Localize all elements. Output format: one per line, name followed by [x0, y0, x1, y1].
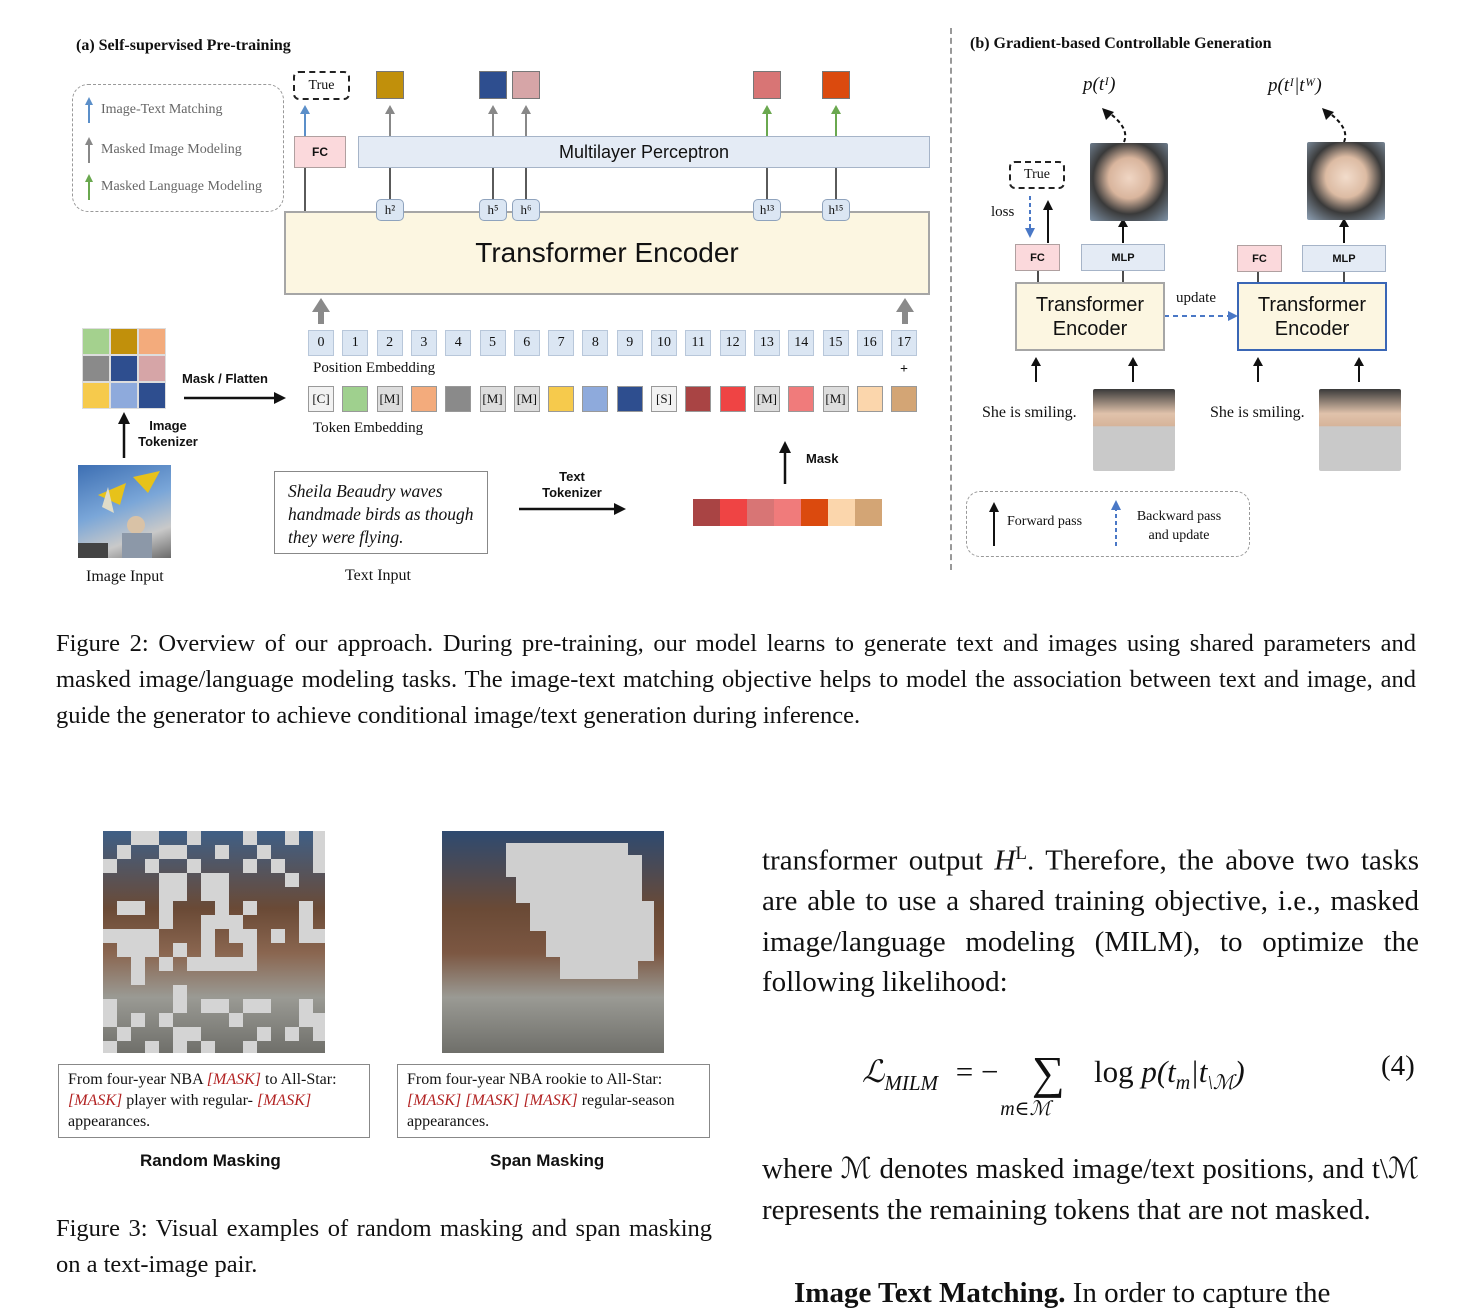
token-embedding [788, 386, 814, 412]
position-token: 8 [582, 330, 608, 356]
mask-token: [MASK] [MASK] [MASK] [407, 1092, 578, 1109]
random-masking-image [103, 831, 325, 1053]
generated-face-right [1307, 142, 1385, 220]
token-embedding-label: Token Embedding [313, 420, 424, 436]
paragraph-where: where ℳ denotes masked image/text positions, and t\ℳ represents the remaining tokens that are not masked. [762, 1153, 1419, 1226]
caption-fragment: player with regular- [122, 1092, 257, 1109]
token-embedding [411, 386, 437, 412]
position-token: 14 [788, 330, 814, 356]
token-embedding: [M] [514, 386, 540, 412]
hidden-state-h15: h¹⁵ [822, 199, 850, 221]
loss-label: loss [991, 204, 1015, 220]
mask-token: [MASK] [206, 1071, 261, 1088]
legend-label-mlm: Masked Language Modeling [101, 179, 262, 194]
position-token: 17 [891, 330, 917, 356]
span-mask-pattern [442, 831, 664, 1053]
position-token: 9 [617, 330, 643, 356]
forward-arrow-icon [989, 502, 999, 546]
backward-pass-label: Backward pass and update [1136, 509, 1222, 543]
text-token-cell [774, 499, 801, 526]
token-embedding [582, 386, 608, 412]
transformer-encoder-right: Transformer Encoder [1237, 282, 1387, 351]
panel-divider [950, 28, 952, 570]
fc-head-right: FC [1237, 245, 1282, 272]
prob-right: p(tᴵ|tᵂ) [1268, 75, 1322, 96]
caption-fragment: From four-year NBA rookie to All-Star: [407, 1071, 663, 1088]
var-h-sup: L [1015, 843, 1027, 864]
para1-end: . Therefore, the above two tasks are able to use a shared training objective, i.e., masked image/language modeling (MILM), to optimize the following likelihood: [762, 844, 1420, 999]
image-token-cell [82, 328, 110, 355]
mask-token: [MASK] [256, 1092, 312, 1109]
mask-token: [MASK] [68, 1092, 123, 1109]
image-token-cell [110, 355, 138, 382]
paragraph-itm [794, 1273, 1419, 1314]
image-token-grid [82, 328, 166, 410]
token-embedding [342, 386, 368, 412]
token-embedding [685, 386, 711, 412]
random-masking-title: Random Masking [140, 1151, 281, 1170]
text-token-cell [828, 499, 855, 526]
token-embedding: [M] [377, 386, 403, 412]
birds-photo-icon [78, 465, 171, 558]
token-embedding: [S] [651, 386, 677, 412]
text-input-box: Sheila Beaudry waves handmade birds as though they were flying. [274, 471, 488, 554]
position-token: 11 [685, 330, 711, 356]
transformer-encoder: Transformer Encoder [284, 211, 930, 295]
hidden-state-h5: h⁵ [479, 199, 507, 221]
equation-4: ℒ$_{MILM}$ = − ∑ m∈ℳ $\log p(t_m|t_{\backslash ℳ})$ [862, 1047, 1245, 1120]
token-embedding [891, 386, 917, 412]
plus-sign: + [900, 362, 908, 377]
position-token: 2 [377, 330, 403, 356]
sentence-right: She is smiling. [1210, 404, 1305, 421]
mlp-head-left: MLP [1081, 244, 1165, 271]
text-token-strip [693, 499, 882, 526]
position-token: 3 [411, 330, 437, 356]
position-embedding-row [308, 330, 920, 356]
token-embedding [720, 386, 746, 412]
figure-3-caption: Figure 3: Visual examples of random masking and span masking on a text-image pair. [56, 1215, 712, 1278]
text-tokenizer-label: Text Tokenizer [542, 469, 602, 500]
text-token-cell [747, 499, 774, 526]
token-embedding [548, 386, 574, 412]
legend-label-itm: Image-Text Matching [101, 102, 223, 117]
token-embedding: [M] [823, 386, 849, 412]
position-token: 0 [308, 330, 334, 356]
itm-true-label-b: True [1009, 161, 1065, 189]
image-token-cell [138, 355, 166, 382]
legend-label-mim: Masked Image Modeling [101, 142, 242, 157]
image-input-label: Image Input [86, 568, 164, 585]
image-input-photo [78, 465, 171, 558]
output-token-2 [376, 71, 404, 99]
masked-face-right [1319, 389, 1401, 471]
image-token-cell [110, 328, 138, 355]
token-embedding: [M] [480, 386, 506, 412]
text-token-cell [801, 499, 828, 526]
itm-true-label: True [293, 71, 350, 100]
var-h: H [994, 844, 1016, 877]
image-token-cell [110, 382, 138, 409]
prob-left: p(tᴵ) [1083, 74, 1116, 95]
panel-b-title: (b) Gradient-based Controllable Generation [970, 35, 1272, 52]
position-token: 12 [720, 330, 746, 356]
span-masking-text [397, 1064, 710, 1138]
output-token-15 [822, 71, 850, 99]
image-token-cell [82, 382, 110, 409]
forward-pass-label: Forward pass [1007, 514, 1083, 529]
masked-face-left [1093, 389, 1175, 471]
figure-2-caption: Figure 2: Overview of our approach. During pre-training, our model learns to generate text and images using shared parameters and masked image/language modeling tasks. The image-text matching objective helps to model the association between text and image, and guide the generator to achieve conditional image/text generation during inference. [56, 630, 1416, 729]
text-token-cell [855, 499, 882, 526]
pass-legend [966, 491, 1250, 557]
itm-heading: Image Text Matching. [794, 1277, 1066, 1309]
hidden-state-h2: h² [376, 199, 404, 221]
text-token-cell [693, 499, 720, 526]
sentence-left: She is smiling. [982, 404, 1077, 421]
output-token-13 [753, 71, 781, 99]
token-embedding [857, 386, 883, 412]
caption-fragment: to All-Star: [261, 1071, 337, 1088]
para1-start: transformer output [762, 844, 995, 877]
token-embedding [445, 386, 471, 412]
generated-face-left [1090, 143, 1168, 221]
position-token: 1 [342, 330, 368, 356]
output-token-6 [512, 71, 540, 99]
caption-fragment: appearances. [68, 1113, 151, 1130]
transformer-encoder-left: Transformer Encoder [1015, 282, 1165, 351]
random-masking-text [58, 1064, 370, 1138]
image-token-cell [138, 382, 166, 409]
position-token: 5 [480, 330, 506, 356]
span-masking-title: Span Masking [490, 1151, 605, 1170]
token-embedding-row [308, 386, 920, 412]
paragraph-milm [762, 834, 1419, 1003]
equation-number: (4) [1381, 1050, 1415, 1082]
panel-a-title: (a) Self-supervised Pre-training [76, 37, 291, 54]
random-mask-pattern [103, 831, 325, 1053]
position-token: 4 [445, 330, 471, 356]
token-embedding [617, 386, 643, 412]
fc-head: FC [294, 136, 346, 168]
image-tokenizer-label: Image Tokenizer [138, 418, 198, 449]
position-token: 7 [548, 330, 574, 356]
itm-text: In order to capture the [1065, 1277, 1331, 1309]
mlp-head: Multilayer Perceptron [358, 136, 930, 168]
mask-flatten-label: Mask / Flatten [182, 371, 268, 386]
mlp-head-right: MLP [1302, 245, 1386, 272]
caption-fragment: From four-year NBA [68, 1071, 207, 1088]
token-embedding: [C] [308, 386, 334, 412]
text-token-cell [720, 499, 747, 526]
token-embedding: [M] [754, 386, 780, 412]
image-token-cell [82, 355, 110, 382]
backward-arrow-icon [1111, 500, 1121, 546]
output-token-5 [479, 71, 507, 99]
position-token: 16 [857, 330, 883, 356]
caption-fragment: regular-season appearances. [407, 1092, 675, 1130]
mask-label: Mask [806, 451, 839, 466]
position-token: 10 [651, 330, 677, 356]
position-embedding-label: Position Embedding [313, 360, 436, 376]
hidden-state-h13: h¹³ [753, 199, 781, 221]
position-token: 6 [514, 330, 540, 356]
position-token: 15 [823, 330, 849, 356]
position-token: 13 [754, 330, 780, 356]
span-masking-image [442, 831, 664, 1053]
image-token-cell [138, 328, 166, 355]
fc-head-left: FC [1015, 244, 1060, 271]
update-label: update [1176, 290, 1216, 306]
hidden-state-h6: h⁶ [512, 199, 540, 221]
text-input-label: Text Input [345, 567, 411, 584]
